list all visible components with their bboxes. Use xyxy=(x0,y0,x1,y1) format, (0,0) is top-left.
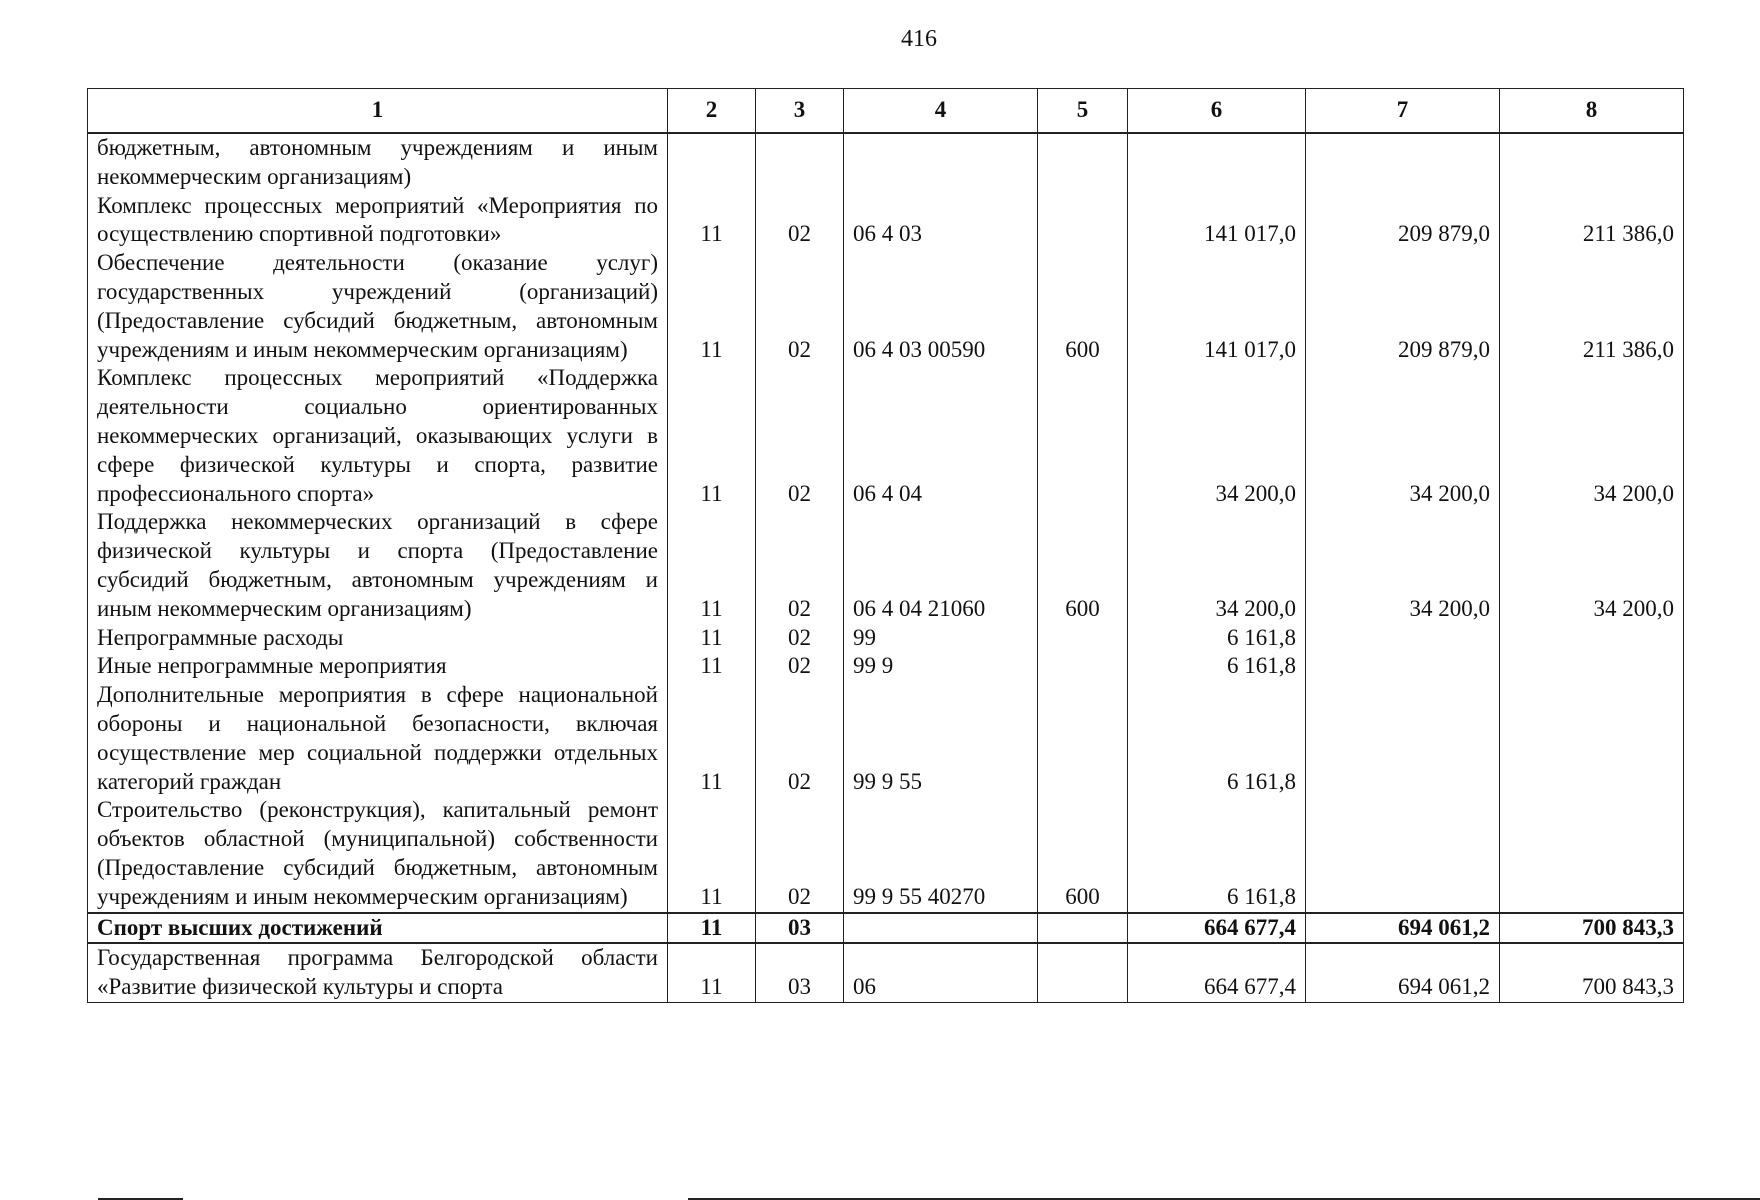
row-expense-type xyxy=(1038,192,1128,250)
row-expense-type: 600 xyxy=(1038,249,1128,364)
row-description: Комплекс процессных мероприятий «Мероприятия по осуществлению спортивной подготовки» xyxy=(88,192,668,250)
table-row xyxy=(88,364,1684,508)
row-subsection-code: 02 xyxy=(756,364,844,508)
row-amount-year3 xyxy=(1500,624,1684,653)
row-description: Государственная программа Белгородской области «Развитие физической культуры и спорта xyxy=(88,943,668,1002)
row-description: бюджетным, автономным учреждениям и иным некоммерческим организациям) xyxy=(88,133,668,192)
row-target-article: 99 9 55 xyxy=(844,681,1038,796)
row-description: Строительство (реконструкция), капитальный ремонт объектов областной (муниципальной) собственности (Предоставление субсидий бюджетным, автономным учреждениям и иным некоммерческим организациям) xyxy=(88,796,668,912)
row-description: Непрограммные расходы xyxy=(88,624,668,653)
row-amount-year1: 141 017,0 xyxy=(1128,192,1306,250)
table-row xyxy=(88,624,1684,653)
row-target-article xyxy=(844,913,1038,944)
row-expense-type xyxy=(1038,624,1128,653)
row-amount-year1: 6 161,8 xyxy=(1128,652,1306,681)
column-header: 8 xyxy=(1500,89,1684,134)
table-row xyxy=(88,508,1684,623)
row-amount-year1: 34 200,0 xyxy=(1128,508,1306,623)
row-expense-type xyxy=(1038,681,1128,796)
table-row xyxy=(88,943,1684,1002)
row-expense-type xyxy=(1038,943,1128,1002)
row-subsection-code: 02 xyxy=(756,796,844,912)
budget-table xyxy=(87,88,1684,1003)
row-amount-year1 xyxy=(1128,133,1306,192)
row-section-code: 11 xyxy=(668,192,756,250)
table-row xyxy=(88,913,1684,944)
row-amount-year1: 6 161,8 xyxy=(1128,681,1306,796)
row-amount-year3: 211 386,0 xyxy=(1500,192,1684,250)
row-target-article: 06 4 03 xyxy=(844,192,1038,250)
row-subsection-code: 02 xyxy=(756,249,844,364)
row-section-code: 11 xyxy=(668,681,756,796)
row-section-code: 11 xyxy=(668,364,756,508)
row-subsection-code: 02 xyxy=(756,508,844,623)
table-row xyxy=(88,133,1684,192)
row-amount-year1: 664 677,4 xyxy=(1128,943,1306,1002)
row-amount-year2 xyxy=(1306,133,1500,192)
row-amount-year3: 700 843,3 xyxy=(1500,913,1684,944)
table-row xyxy=(88,249,1684,364)
column-header: 3 xyxy=(756,89,844,134)
row-amount-year2 xyxy=(1306,652,1500,681)
row-section-code: 11 xyxy=(668,943,756,1002)
row-amount-year3: 34 200,0 xyxy=(1500,364,1684,508)
row-subsection-code: 02 xyxy=(756,652,844,681)
row-amount-year2: 694 061,2 xyxy=(1306,943,1500,1002)
row-target-article: 99 9 xyxy=(844,652,1038,681)
row-description: Спорт высших достижений xyxy=(88,913,668,944)
row-expense-type xyxy=(1038,913,1128,944)
row-subsection-code: 03 xyxy=(756,913,844,944)
row-amount-year1: 34 200,0 xyxy=(1128,364,1306,508)
row-section-code: 11 xyxy=(668,796,756,912)
row-amount-year2 xyxy=(1306,796,1500,912)
row-expense-type xyxy=(1038,364,1128,508)
row-target-article: 06 xyxy=(844,943,1038,1002)
row-amount-year3: 211 386,0 xyxy=(1500,249,1684,364)
row-amount-year1: 6 161,8 xyxy=(1128,624,1306,653)
row-amount-year1: 6 161,8 xyxy=(1128,796,1306,912)
row-target-article: 06 4 04 21060 xyxy=(844,508,1038,623)
row-amount-year1: 664 677,4 xyxy=(1128,913,1306,944)
row-section-code xyxy=(668,133,756,192)
row-amount-year3: 34 200,0 xyxy=(1500,508,1684,623)
row-amount-year3 xyxy=(1500,133,1684,192)
row-amount-year2: 34 200,0 xyxy=(1306,508,1500,623)
table-header-row xyxy=(88,89,1684,134)
column-header: 1 xyxy=(88,89,668,134)
row-amount-year3 xyxy=(1500,796,1684,912)
row-description: Комплекс процессных мероприятий «Поддержка деятельности социально ориентированных некоммерческих организаций, оказывающих услуги в сфере физической культуры и спорта, развитие профессионального спорта» xyxy=(88,364,668,508)
table-row xyxy=(88,796,1684,912)
row-subsection-code: 02 xyxy=(756,192,844,250)
page-number: 416 xyxy=(901,26,937,52)
row-expense-type: 600 xyxy=(1038,508,1128,623)
row-amount-year2: 209 879,0 xyxy=(1306,249,1500,364)
row-subsection-code xyxy=(756,133,844,192)
row-amount-year3 xyxy=(1500,652,1684,681)
row-expense-type: 600 xyxy=(1038,796,1128,912)
table-row xyxy=(88,192,1684,250)
table-row xyxy=(88,652,1684,681)
column-header: 7 xyxy=(1306,89,1500,134)
row-section-code: 11 xyxy=(668,508,756,623)
row-amount-year2: 694 061,2 xyxy=(1306,913,1500,944)
row-subsection-code: 03 xyxy=(756,943,844,1002)
row-target-article xyxy=(844,133,1038,192)
row-subsection-code: 02 xyxy=(756,624,844,653)
row-description: Поддержка некоммерческих организаций в сфере физической культуры и спорта (Предоставление субсидий бюджетным, автономным учреждениям и иным некоммерческим организациям) xyxy=(88,508,668,623)
table-row xyxy=(88,681,1684,796)
table-body xyxy=(88,133,1684,1002)
row-description: Дополнительные мероприятия в сфере национальной обороны и национальной безопасности, включая осуществление мер социальной поддержки отдельных категорий граждан xyxy=(88,681,668,796)
row-amount-year1: 141 017,0 xyxy=(1128,249,1306,364)
column-header: 6 xyxy=(1128,89,1306,134)
row-section-code: 11 xyxy=(668,624,756,653)
row-amount-year2: 209 879,0 xyxy=(1306,192,1500,250)
row-section-code: 11 xyxy=(668,913,756,944)
row-target-article: 06 4 04 xyxy=(844,364,1038,508)
row-description: Обеспечение деятельности (оказание услуг) государственных учреждений (организаций) (Предоставление субсидий бюджетным, автономным учреждениям и иным некоммерческим организациям) xyxy=(88,249,668,364)
row-amount-year3: 700 843,3 xyxy=(1500,943,1684,1002)
column-header: 2 xyxy=(668,89,756,134)
row-target-article: 99 xyxy=(844,624,1038,653)
row-expense-type xyxy=(1038,652,1128,681)
column-header: 5 xyxy=(1038,89,1128,134)
row-target-article: 06 4 03 00590 xyxy=(844,249,1038,364)
row-expense-type xyxy=(1038,133,1128,192)
column-header: 4 xyxy=(844,89,1038,134)
row-subsection-code: 02 xyxy=(756,681,844,796)
row-amount-year2 xyxy=(1306,681,1500,796)
row-section-code: 11 xyxy=(668,652,756,681)
row-amount-year2: 34 200,0 xyxy=(1306,364,1500,508)
row-amount-year3 xyxy=(1500,681,1684,796)
row-section-code: 11 xyxy=(668,249,756,364)
row-description: Иные непрограммные мероприятия xyxy=(88,652,668,681)
row-target-article: 99 9 55 40270 xyxy=(844,796,1038,912)
row-amount-year2 xyxy=(1306,624,1500,653)
